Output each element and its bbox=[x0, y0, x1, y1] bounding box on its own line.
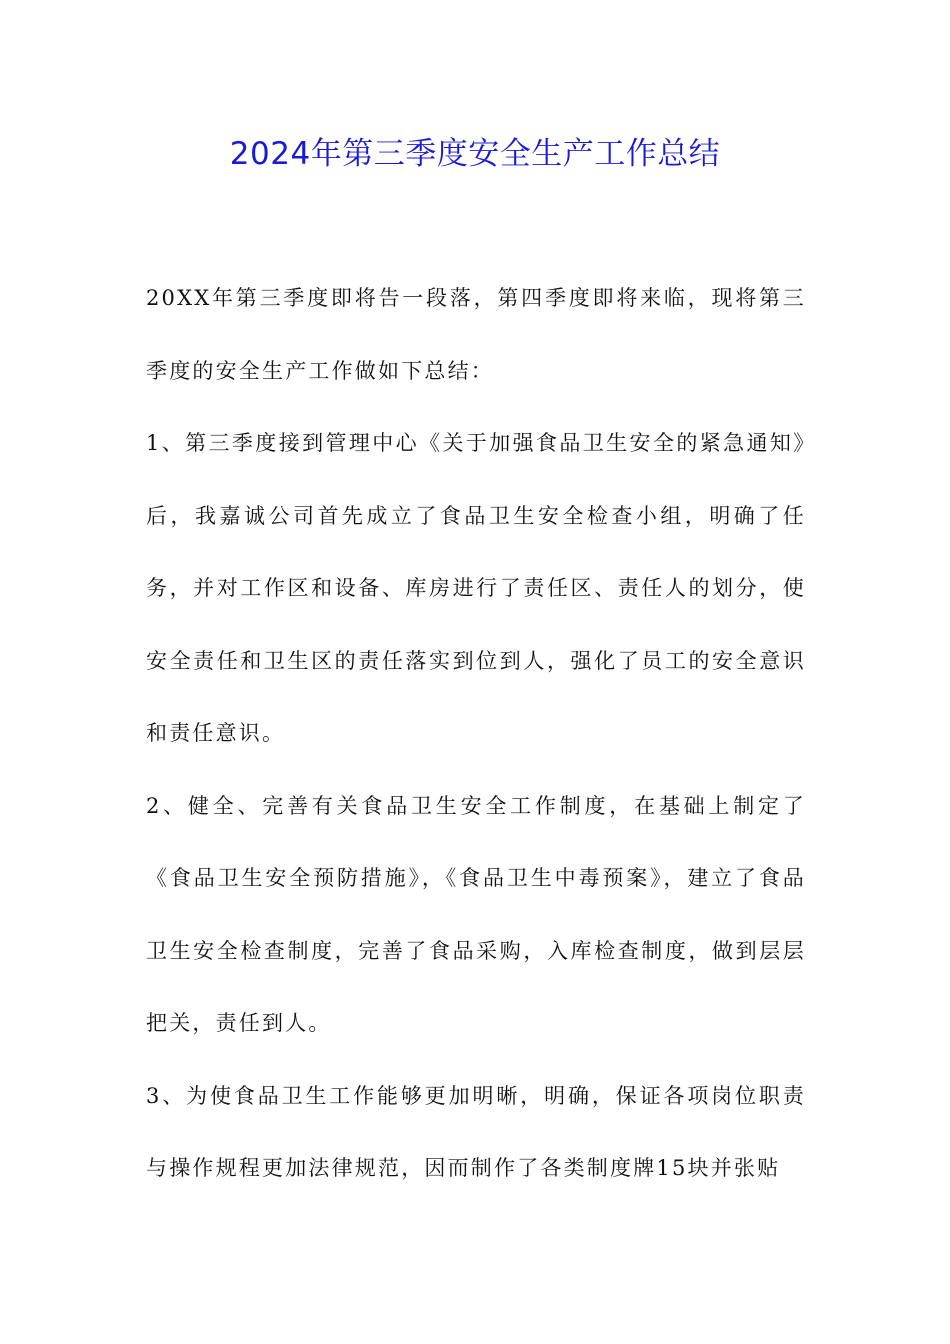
paragraph-item-2: 2、健全、完善有关食品卫生安全工作制度，在基础上制定了《食品卫生安全预防措施》，《食品卫生中毒预案》，建立了食品卫生安全检查制度，完善了食品采购，入库检查制度，做到层层把关，责任到人。 bbox=[146, 793, 806, 1035]
document-body bbox=[146, 262, 806, 1205]
paragraph-item-3: 3、为使食品卫生工作能够更加明晰，明确，保证各项岗位职责与操作规程更加法律规范，因而制作了各类制度牌15块并张贴 bbox=[146, 1083, 806, 1180]
paragraph-intro: 20XX年第三季度即将告一段落，第四季度即将来临，现将第三季度的安全生产工作做如下总结： bbox=[146, 286, 806, 383]
document-title: 2024年第三季度安全生产工作总结 bbox=[229, 136, 721, 172]
paragraph-item-1: 1、第三季度接到管理中心《关于加强食品卫生安全的紧急通知》后，我嘉诚公司首先成立了食品卫生安全检查小组，明确了任务，并对工作区和设备、库房进行了责任区、责任人的划分，使安全责任和卫生区的责任落实到位到人，强化了员工的安全意识和责任意识。 bbox=[146, 431, 806, 745]
